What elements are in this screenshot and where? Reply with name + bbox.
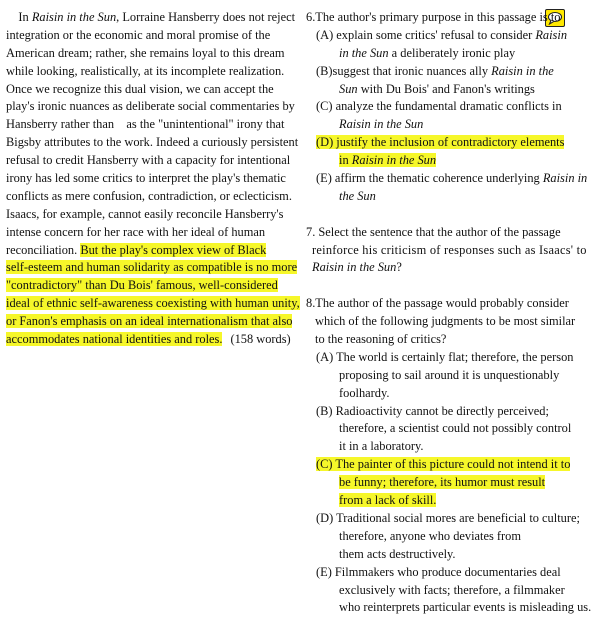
choice-text: with Du Bois' and Fanon's writings [357,81,535,96]
choice-text: in [339,153,352,168]
answer-choice-a[interactable] [306,27,602,45]
highlighted-choice: (C) The painter of this picture could not intend it to [316,457,571,472]
passage-line: while looking, realistically, at its incomplete realization. [6,63,285,78]
question-stem: 7. Select the sentence that the author of the passage [306,224,561,239]
answer-choice-b-cont[interactable]: therefore, a scientist could not possibly control [339,421,572,436]
passage-line: integration or the economic and moral promise of the [6,27,271,42]
passage-line [6,295,300,313]
highlighted-sentence[interactable]: accommodates national identities and roles. [6,332,223,347]
answer-choice-e-cont[interactable] [306,188,602,206]
passage-line: Isaacs, for example, cannot easily reconcile Hansberry's [6,206,284,221]
highlighted-choice: be funny; therefore, its humor must result [339,475,546,490]
question-6 [306,9,602,206]
passage-line [6,313,293,331]
passage-line: conflicts as mere confusion, contradiction, or eclecticism. [6,188,292,203]
choice-text-italic: the Sun [339,188,376,203]
question-8 [306,295,602,617]
question-stem: to the reasoning of critics? [315,332,447,347]
highlighted-sentence[interactable]: self-esteem and human solidarity as compatible is no more [6,260,298,275]
highlighted-sentence[interactable]: or Fanon's emphasis on an ideal internationalism that also [6,314,293,329]
passage-line: American dream; rather, she remains loyal to this dream [6,45,285,60]
answer-choice-d[interactable] [306,134,602,152]
passage-line: intense concern for her race with her ideal of human [6,224,266,239]
passage-line [6,331,291,349]
passage-line: Bigsby attributes to the work. Indeed a curiously persistent [6,135,299,150]
answer-choice-a-cont[interactable]: proposing to sail around it is unquestionably [339,367,560,382]
highlighted-sentence[interactable]: "contradictory" than Du Bois' famous, well-considered [6,278,278,293]
question-text-italic: Raisin in the Sun [312,260,397,275]
passage-line: Hansberry rather than as the "unintentional" irony that [6,117,285,132]
choice-text: (A) explain some critics' refusal to consider [316,27,536,42]
choice-text-italic: in the Sun [339,45,389,60]
passage-line: Once we recognize this dual vision, we can accept the [6,81,274,96]
passage [6,9,300,349]
passage-title-italic: Raisin in the Sun [31,10,117,24]
answer-choice-c[interactable] [306,456,602,474]
answer-choice-e[interactable] [306,170,602,188]
question-stem [306,259,602,277]
question-text: ? [396,260,402,275]
choice-text-italic: Raisin in the Sun [351,153,437,168]
answer-choice-b[interactable] [306,63,602,81]
passage-line: In Raisin in the Sun, Lorraine Hansberry does not reject [6,10,296,24]
answer-choice-a-cont[interactable]: foolhardy. [339,385,390,400]
answer-choice-d[interactable]: (D) Traditional social mores are beneficial to culture; [316,510,580,525]
question-stem: 8.The author of the passage would probably consider [306,296,569,311]
answer-choice-e-cont[interactable]: who reinterprets particular events is misleading us. [339,600,592,615]
passage-text: reconciliation. [6,242,81,257]
highlighted-choice: from a lack of skill. [339,493,437,508]
answer-choice-a[interactable]: (A) The world is certainly flat; therefore, the person [316,349,574,364]
answer-choice-c-cont[interactable] [306,474,602,492]
passage-line [6,242,282,260]
choice-text: (E) affirm the thematic coherence underlying [316,171,543,186]
passage-line [6,259,298,277]
highlighted-choice [339,153,436,167]
answer-choice-d-cont[interactable]: them acts destructively. [339,546,456,561]
answer-choice-b-cont[interactable]: it in a laboratory. [339,439,424,454]
highlighted-choice: (D) justify the inclusion of contradictory elements [316,135,565,150]
highlighted-sentence[interactable]: But the play's complex view of Black [80,242,267,257]
answer-choice-c[interactable]: (C) analyze the fundamental dramatic conflicts in [316,99,562,114]
passage-line: irony has led some critics to interpret the play's thematic [6,171,286,186]
highlighted-sentence[interactable]: ideal of ethnic self-awareness coexisting with human unity, [6,296,300,311]
passage-line [6,277,282,295]
question-stem: which of the following judgments to be most similar [315,314,576,329]
question-stem: reinforce his criticism of responses such as Isaacs' to [312,242,587,257]
word-count: (158 words) [230,332,291,347]
answer-choice-b-cont[interactable] [306,81,602,99]
answer-choice-a-cont[interactable] [306,45,602,63]
answer-choice-d-cont[interactable] [306,152,602,170]
choice-text-italic: Raisin in the [491,63,554,78]
questions [306,9,602,617]
choice-text: (B)suggest that ironic nuances ally [316,63,492,78]
answer-choice-b[interactable]: (B) Radioactivity cannot be directly perceived; [316,403,549,418]
choice-text-italic: Raisin [535,27,568,42]
answer-choice-c-cont[interactable] [306,116,602,134]
answer-choice-e[interactable]: (E) Filmmakers who produce documentaries deal [316,564,561,579]
choice-text: a deliberately ironic play [388,45,516,60]
choice-text-italic: Raisin in the Sun [339,117,424,132]
answer-choice-d-cont[interactable]: therefore, anyone who deviates from [339,528,521,543]
passage-line: refusal to credit Hansberry with a capacity for intentional [6,153,291,168]
passage-line: play's ironic nuances as deliberate social commentaries by [6,99,295,114]
answer-choice-c-cont[interactable] [306,492,602,510]
question-7 [306,224,602,278]
choice-text-italic: Sun [339,81,358,96]
answer-choice-e-cont[interactable]: exclusively with facts; therefore, a filmmaker [339,582,565,597]
question-stem: 6.The author's primary purpose in this passage is to [306,10,561,24]
choice-text-italic: Raisin in [542,171,588,186]
